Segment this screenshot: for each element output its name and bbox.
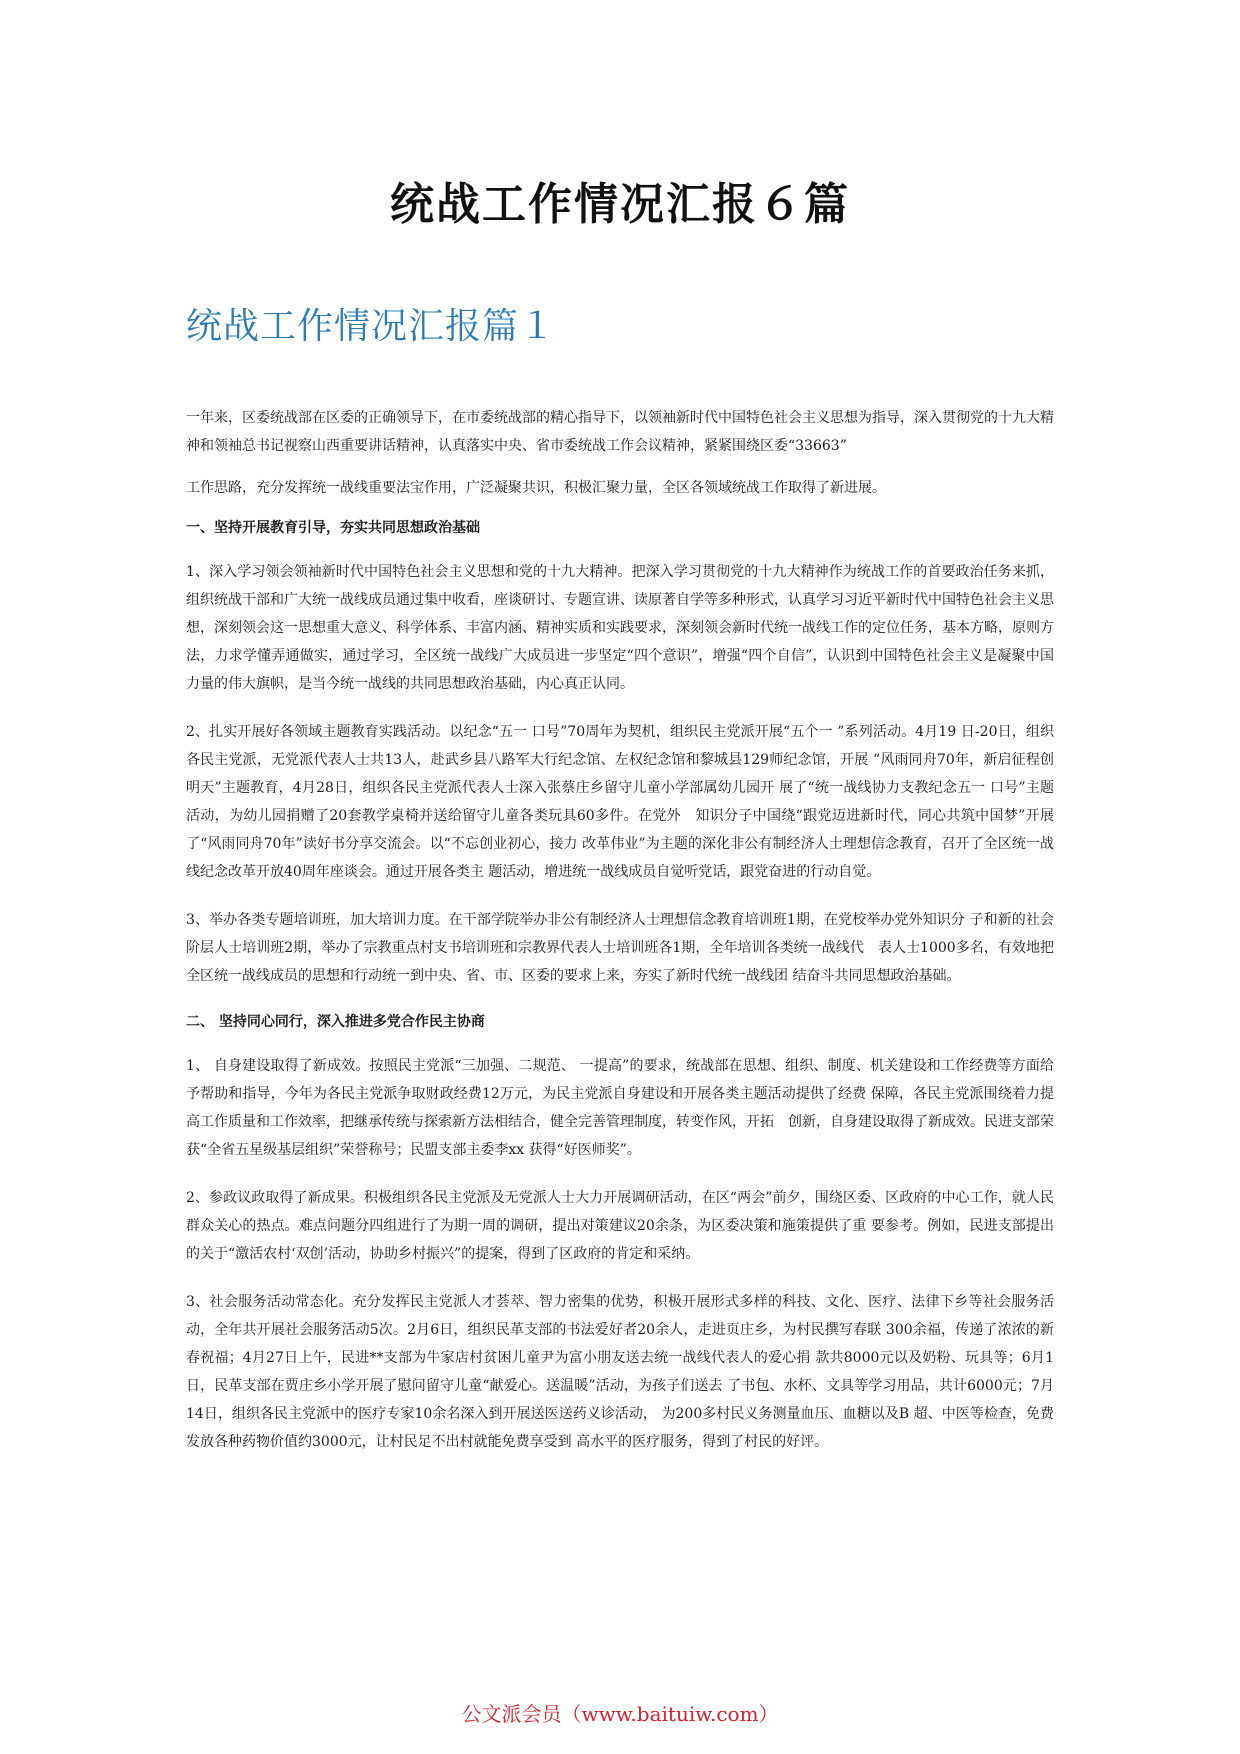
intro-paragraph-2: 工作思路，充分发挥统一战线重要法宝作用，广泛凝聚共识，积极汇聚力量，全区各领域统战工作取得了新进展。 — [186, 480, 886, 496]
part1-item-1: 1、深入学习领会领袖新时代中国特色社会主义思想和党的十九大精神。把深入学习贯彻党的十九大精神作为统战工作的首要政治任务来抓，组织统战干部和广大统一战线成员通过集中收看，座谈研讨、专题宣讲、读原著自学等多种形式，认真学习习近平新时代中国特色社会主义思想，深刻领会这一思想重大意义、科学体系、丰富内涵、精神实质和实践要求，深刻领会新时代统一战线工作的定位任务，基本方略，原则方法，力求学懂弄通做实，通过学习，全区统一战线广大成员进一步坚定“四个意识”，增强“四个自信”，认识到中国特色社会主义是凝聚中国力量的伟大旗帜，是当今统一战线的共同思想政治基础，内心真正认同。 — [186, 564, 1054, 692]
part2-item-2: 2、参政议政取得了新成果。积极组织各民主党派及无党派人士大力开展调研活动，在区“两会”前夕，围绕区委、区政府的中心工作，就人民群众关心的热点。难点问题分四组进行了为期一周的调研，提出对策建议20余条，为区委决策和施策提供了重 要参考。例如，民进支部提出的关于“激活农村‘双创’活动，协助乡村振兴”的提案，得到了区政府的肯定和采纳。 — [186, 1190, 1054, 1262]
part1-heading: 一、坚持开展教育引导，夯实共同思想政治基础 — [186, 520, 480, 536]
document-title: 统战工作情况汇报６篇 — [390, 179, 850, 230]
part1-item-3: 3、举办各类专题培训班，加大培训力度。在干部学院举办非公有制经济人士理想信念教育培训班1期，在党校举办党外知识分 子和新的社会阶层人士培训班2期，举办了宗教重点村支书培训班和宗教界代表人士培训班各1期，全年培训各类统一战线代 表人士1000多名，有效地把全区统一战线成员的思想和行动统一到中央、省、市、区委的要求上来，夯实了新时代统一战线团 结奋斗共同思想政治基础。 — [186, 912, 1054, 984]
part2-heading: 二、 坚持同心同行，深入推进多党合作民主协商 — [186, 1014, 485, 1030]
part1-item-2: 2、扎实开展好各领域主题教育实践活动。以纪念“五一 口号”70周年为契机，组织民主党派开展“五个一 ”系列活动。4月19 日-20日，组织各民主党派，无党派代表人士共13人，赴武乡县八路军大行纪念馆、左权纪念馆和黎城县129师纪念馆，开展 “风雨同舟70年，新启征程创明天”主题教育，4月28日，组织各民主党派代表人士深入张蔡庄乡留守儿童小学部属幼儿园开 展了“统一战线协力支教纪念五一 口号”主题活动，为幼儿园捐赠了20套教学桌椅并送给留守儿童各类玩具60多件。在党外 知识分子中国绕“跟党迈进新时代，同心共筑中国梦”开展了“风雨同舟70年”读好书分享交流会。以“不忘创业初心，接力 改革伟业”为主题的深化非公有制经济人士理想信念教育，召开了全区统一战线纪念改革开放40周年座谈会。通过开展各类主 题活动，增进统一战线成员自觉听党话，跟党奋进的行动自觉。 — [186, 724, 1054, 880]
footer-watermark-link[interactable]: 公文派会员（www.baituiw.com） — [461, 1702, 779, 1726]
document-body — [186, 404, 1054, 1476]
part2-item-3: 3、社会服务活动常态化。充分发挥民主党派人才荟萃、智力密集的优势，积极开展形式多样的科技、文化、医疗、法律下乡等社会服务活动，全年共开展社会服务活动5次。2月6日，组织民革支部的书法爱好者20余人，走进页庄乡，为村民撰写春联 300余福，传递了浓浓的新春祝福；4月27日上午，民进**支部为牛家店村贫困儿童尹为富小朋友送去统一战线代表人的爱心捐 款共8000元以及奶粉、玩具等；6月1日，民革支部在贾庄乡小学开展了慰问留守儿童“献爱心。送温暖”活动，为孩子们送去 了书包、水杯、文具等学习用品，共计6000元；7月14日，组织各民主党派中的医疗专家10余名深入到开展送医送药义诊活动， 为200多村民义务测量血压、血糖以及B 超、中医等检查，免费发放各种药物价值约3000元，让村民足不出村就能免费享受到 高水平的医疗服务，得到了村民的好评。 — [186, 1294, 1054, 1450]
section-heading: 统战工作情况汇报篇１ — [186, 306, 557, 347]
intro-paragraph-1: 一年来，区委统战部在区委的正确领导下，在市委统战部的精心指导下，以领袖新时代中国特色社会主义思想为指导，深入贯彻党的十九大精神和领袖总书记视察山西重要讲话精神，认真落实中央、省市委统战工作会议精神，紧紧围绕区委“33663” — [186, 410, 1054, 454]
part2-item-1: 1、 自身建设取得了新成效。按照民主党派“三加强、二规范、 一提高”的要求，统战部在思想、组织、制度、机关建设和工作经费等方面给予帮助和指导，今年为各民主党派争取财政经费12万元，为民主党派自身建设和开展各类主题活动提供了经费 保障，各民主党派围绕着力提高工作质量和工作效率，把继承传统与探索新方法相结合，健全完善管理制度，转变作风，开拓 创新，自身建设取得了新成效。民进支部荣获“全省五星级基层组织”荣誉称号；民盟支部主委李xx 获得“好医师奖”。 — [186, 1058, 1054, 1158]
